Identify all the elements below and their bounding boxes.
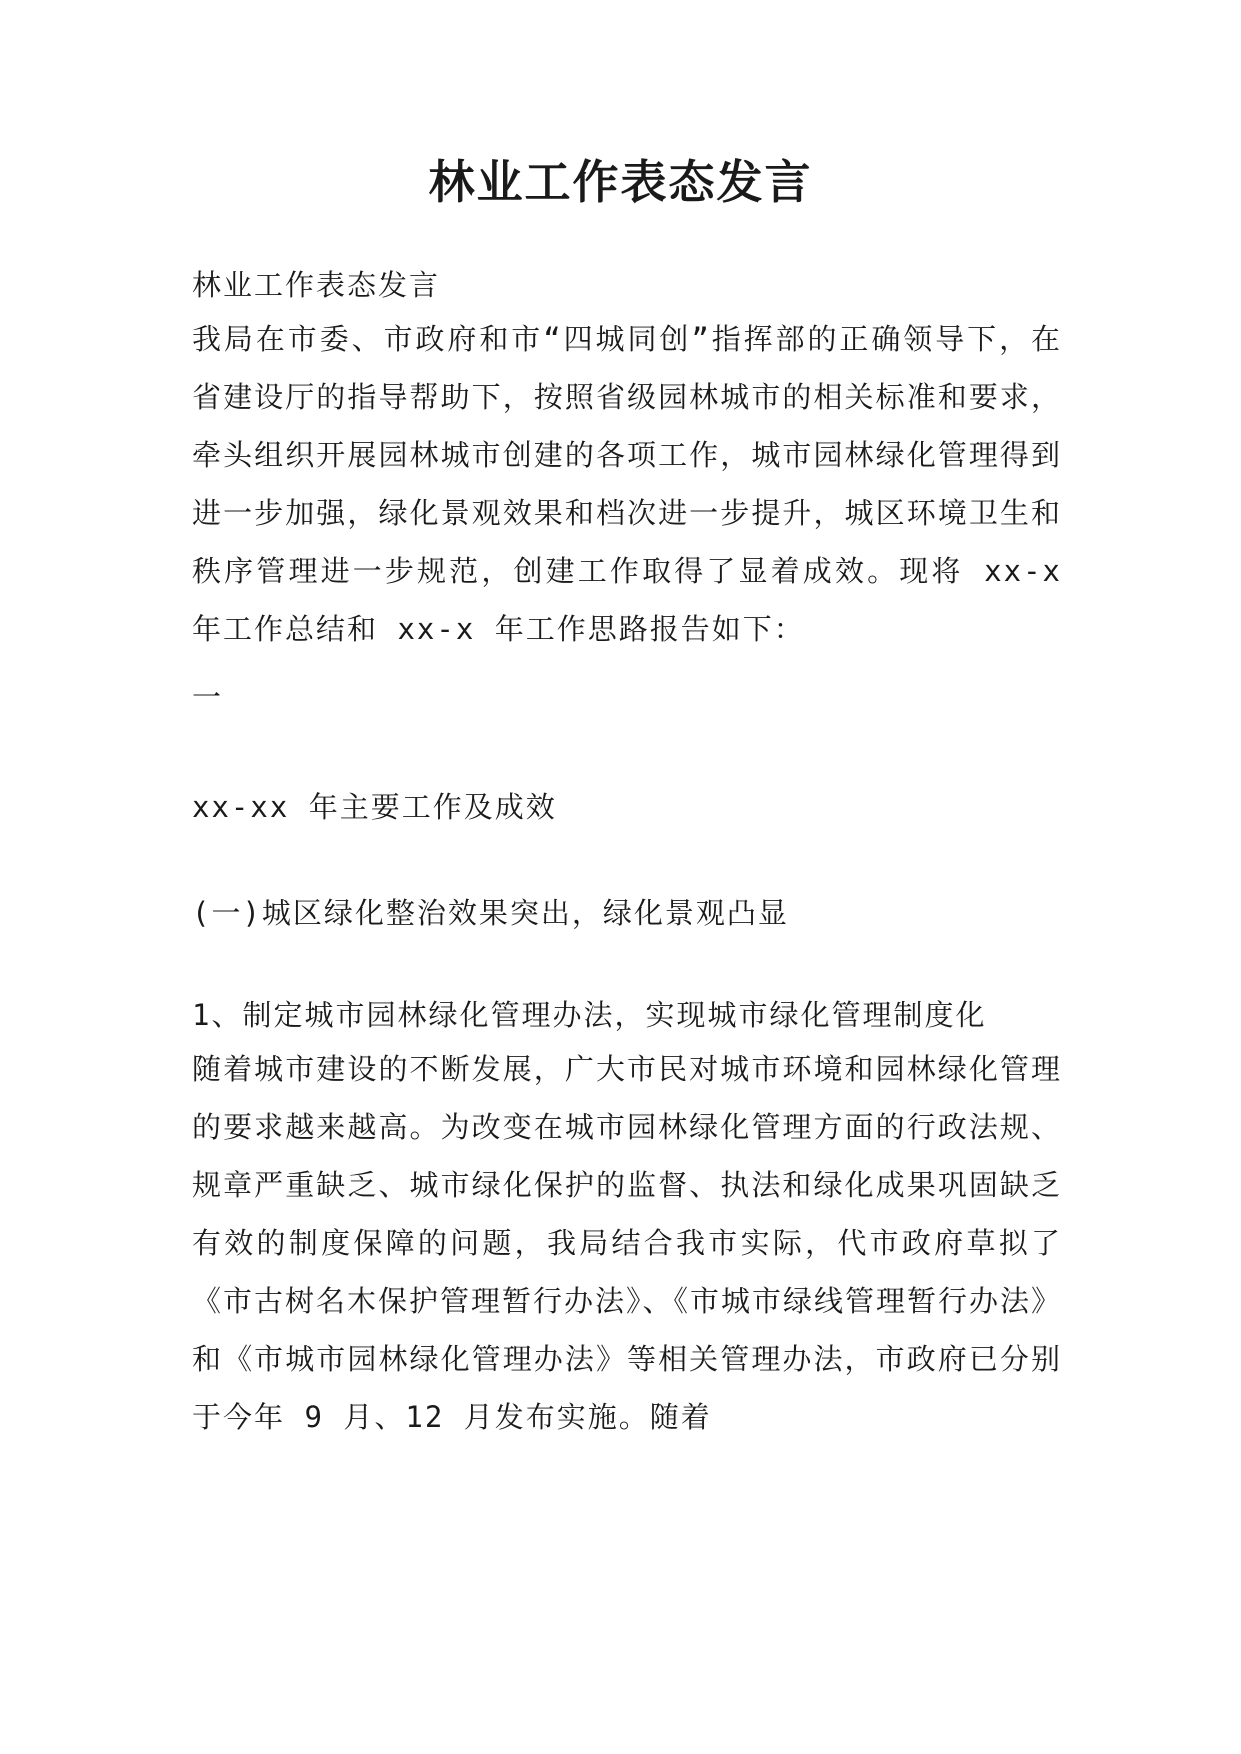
section-number: 一 (192, 680, 224, 714)
document-subtitle: 林业工作表态发言 (192, 268, 441, 302)
item-heading: 1、制定城市园林绿化管理办法，实现城市绿化管理制度化 (192, 998, 987, 1032)
section-heading: xx-xx 年主要工作及成效 (192, 790, 557, 824)
document-title: 林业工作表态发言 (428, 155, 813, 209)
intro-paragraph: 我局在市委、市政府和市“四城同创”指挥部的正确领导下，在省建设厅的指导帮助下，按照省级园林城市的相关标准和要求，牵头组织开展园林城市创建的各项工作，城市园林绿化管理得到进一步加强，绿化景观效果和档次进一步提升，城区环境卫生和秩序管理进一步规范，创建工作取得了显着成效。现将 xx-x 年工作总结和 xx-x 年工作思路报告如下： (192, 322, 1062, 646)
item-body-paragraph: 随着城市建设的不断发展，广大市民对城市环境和园林绿化管理的要求越来越高。为改变在城市园林绿化管理方面的行政法规、规章严重缺乏、城市绿化保护的监督、执法和绿化成果巩固缺乏有效的制度保障的问题，我局结合我市实际，代市政府草拟了《市古树名木保护管理暂行办法》、《市城市绿线管理暂行办法》和《市城市园林绿化管理办法》等相关管理办法，市政府已分别于今年 9 月、12 月发布实施。随着 (192, 1052, 1063, 1434)
subsection-heading: (一)城区绿化整治效果突出，绿化景观凸显 (192, 896, 789, 930)
